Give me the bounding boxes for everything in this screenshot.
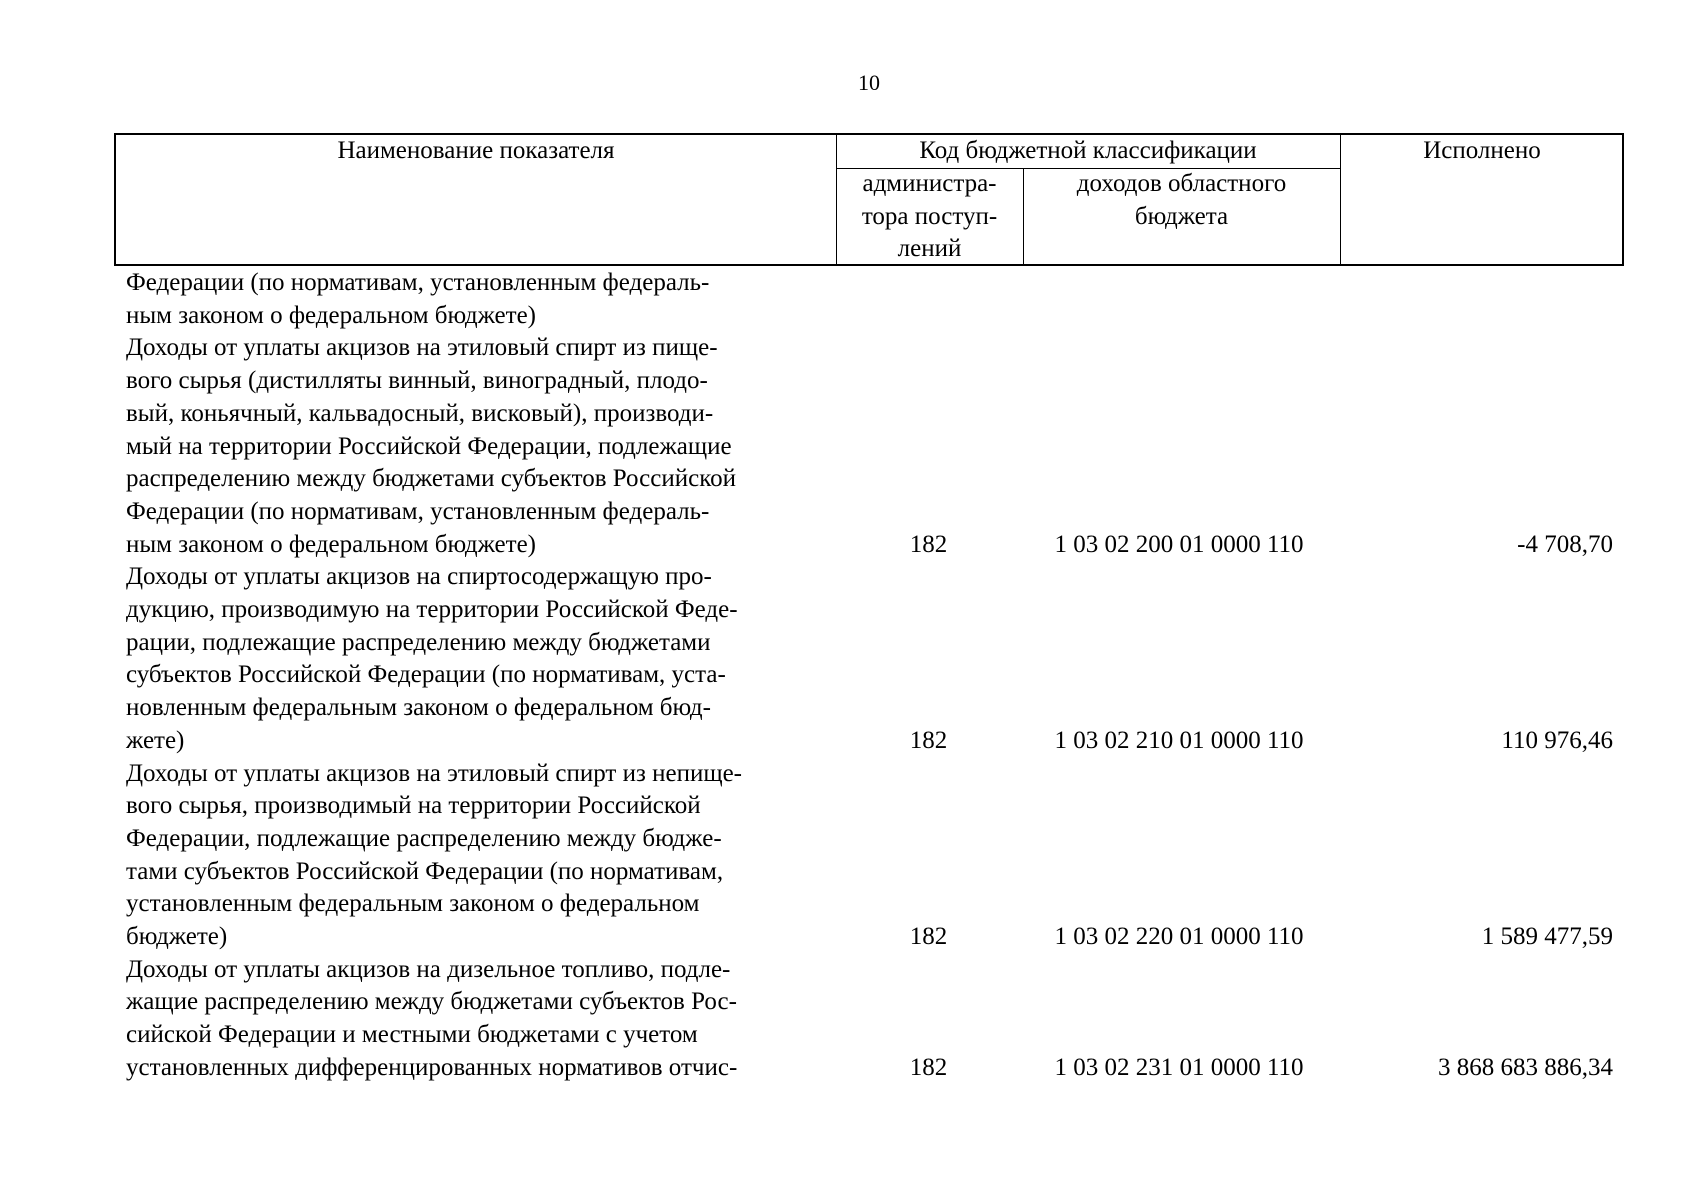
row-name-line: сийской Федерации и местными бюджетами с учетом [126,1021,698,1049]
row-name-line: тами субъектов Российской Федерации (по нормативам, [126,857,724,885]
table-row [0,267,1697,332]
header-code-group: Код бюджетной классификации [919,137,1257,164]
row-name [126,561,823,757]
row-name-line: вого сырья (дистилляты винный, виноградный, плодо- [126,367,708,395]
table-header [114,133,1624,266]
header-admin-line: лений [897,235,962,263]
row-name-line: ным законом о федеральном бюджете) [126,530,536,558]
row-amount: 1 589 477,59 [1481,923,1613,951]
row-name-line: Федерации (по нормативам, установленным федераль- [126,497,710,525]
row-admin-code: 182 [909,1053,948,1081]
row-name-line: рации, подлежащие распределению между бюджетами [126,628,711,656]
header-executed: Исполнено [1423,137,1541,164]
row-name-line: Федерации, подлежащие распределению между бюдже- [126,824,722,852]
row-name-line: Доходы от уплаты акцизов на дизельное топливо, подле- [126,955,731,983]
row-name [126,954,823,1085]
row-name-line: установленным федеральным законом о федеральном [126,890,700,918]
row-name-line: установленных дифференцированных нормативов отчис- [126,1053,738,1081]
header-income-line: доходов областного [1076,170,1287,197]
header-admin [836,168,1023,266]
row-name-line: субъектов Российской Федерации (по нормативам, уста- [126,661,726,689]
row-name-line: Доходы от уплаты акцизов на этиловый спирт из пище- [126,334,718,362]
row-budget-code: 1 03 02 200 01 0000 110 [1054,530,1304,558]
row-name-line: ным законом о федеральном бюджете) [126,301,536,329]
header-name: Наименование показателя [337,137,615,164]
row-name [126,758,823,954]
row-name-line: новленным федеральным законом о федеральном бюд- [126,694,711,722]
row-name-line: вый, коньячный, кальвадосный, висковый), производи- [126,399,714,427]
row-admin-code: 182 [909,923,948,951]
row-amount: -4 708,70 [1517,530,1613,558]
row-name-line: вого сырья, производимый на территории Российской [126,792,701,820]
table-body [0,267,1697,1085]
row-name-line: распределению между бюджетами субъектов Российской [126,465,736,493]
row-name-line: мый на территории Российской Федерации, подлежащие [126,432,732,460]
header-admin-line: администра- [862,170,997,197]
row-amount: 3 868 683 886,34 [1438,1053,1613,1081]
row-name [126,332,823,561]
row-name-line: Доходы от уплаты акцизов на спиртосодержащую про- [126,563,712,591]
row-name-line: жащие распределению между бюджетами субъектов Рос- [126,988,737,1016]
row-admin-code: 182 [909,726,948,754]
row-name-line: дукцию, производимую на территории Российской Феде- [126,596,738,624]
header-income-code [1023,168,1340,233]
table-row [0,561,1697,757]
table-row [0,332,1697,561]
page-number: 10 [858,70,880,95]
header-admin-line: тора поступ- [861,202,998,230]
row-amount: 110 976,46 [1501,726,1613,754]
table-row [0,954,1697,1085]
row-budget-code: 1 03 02 231 01 0000 110 [1054,1053,1304,1081]
row-admin-code: 182 [909,530,948,558]
row-name-line: жете) [126,726,185,754]
table-row [0,758,1697,954]
header-income-line: бюджета [1134,202,1229,230]
row-name-line: Федерации (по нормативам, установленным федераль- [126,269,710,296]
row-name [126,267,823,332]
row-name-line: бюджете) [126,923,228,951]
row-budget-code: 1 03 02 220 01 0000 110 [1054,923,1304,951]
row-name-line: Доходы от уплаты акцизов на этиловый спирт из непище- [126,759,743,787]
row-budget-code: 1 03 02 210 01 0000 110 [1054,726,1304,754]
